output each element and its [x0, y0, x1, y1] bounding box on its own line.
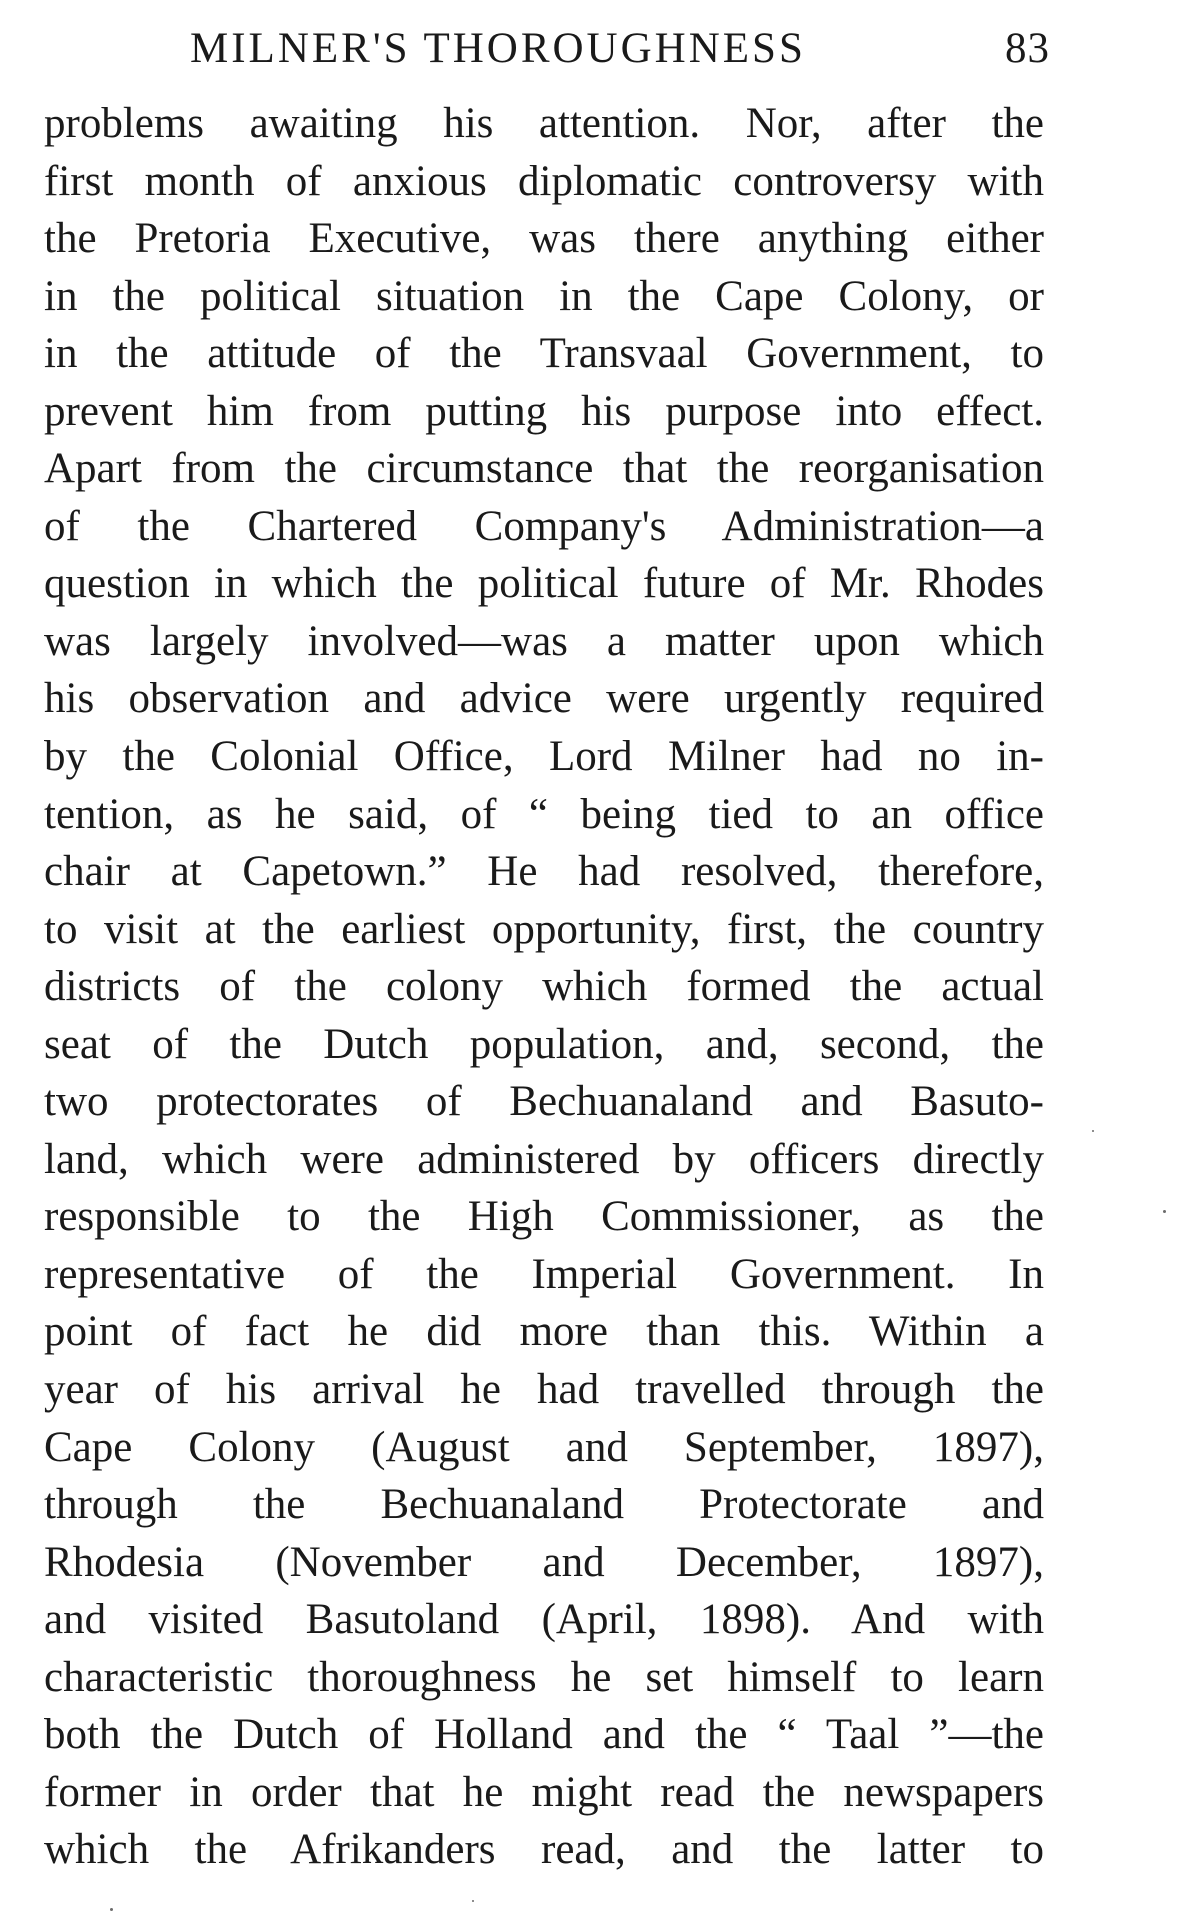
text-line: point of fact he did more than this. Within a [44, 1308, 1044, 1356]
text-line: and visited Basutoland (April, 1898). And with [44, 1596, 1044, 1644]
text-line: characteristic thoroughness he set himself to learn [44, 1653, 1044, 1701]
text-line: Rhodesia (November and December, 1897), [44, 1538, 1044, 1586]
text-line: in the political situation in the Cape Colony, or [44, 272, 1044, 320]
text-line: districts of the colony which formed the actual [44, 963, 1044, 1011]
text-line: prevent him from putting his purpose into effect. [44, 387, 1044, 435]
text-line: both the Dutch of Holland and the “ Taal ”—the [44, 1711, 1044, 1759]
text-line: year of his arrival he had travelled through the [44, 1366, 1044, 1414]
running-title: MILNER'S THOROUGHNESS [190, 25, 806, 72]
text-line: which the Afrikanders read, and the latter to [44, 1826, 1044, 1874]
text-line: his observation and advice were urgently required [44, 675, 1044, 723]
text-line: the Pretoria Executive, was there anything either [44, 215, 1044, 263]
text-line: Cape Colony (August and September, 1897), [44, 1423, 1044, 1471]
text-line: problems awaiting his attention. Nor, after the [44, 100, 1044, 147]
running-head [190, 24, 1050, 84]
text-line: responsible to the High Commissioner, as the [44, 1193, 1044, 1241]
page-number: 83 [1005, 25, 1050, 72]
text-line: chair at Capetown.” He had resolved, therefore, [44, 848, 1044, 896]
scan-speck [1163, 1210, 1166, 1213]
text-line: representative of the Imperial Government. In [44, 1250, 1044, 1298]
text-line: former in order that he might read the newspapers [44, 1768, 1044, 1816]
text-line: first month of anxious diplomatic controversy with [44, 157, 1044, 205]
text-line: to visit at the earliest opportunity, first, the country [44, 905, 1044, 953]
scan-speck [472, 1900, 474, 1902]
text-line: in the attitude of the Transvaal Government, to [44, 330, 1044, 378]
text-line: of the Chartered Company's Administration—a [44, 502, 1044, 550]
text-line: tention, as he said, of “ being tied to an office [44, 790, 1044, 838]
text-line: was largely involved—was a matter upon which [44, 617, 1044, 665]
scan-speck [110, 1908, 113, 1911]
scan-speck [1092, 1130, 1094, 1132]
body-text [44, 95, 1044, 1879]
text-line: question in which the political future of Mr. Rhodes [44, 560, 1044, 608]
text-line: land, which were administered by officers directly [44, 1135, 1044, 1183]
text-line: two protectorates of Bechuanaland and Basuto- [44, 1078, 1044, 1126]
text-line: by the Colonial Office, Lord Milner had no in- [44, 733, 1044, 781]
text-line: seat of the Dutch population, and, second, the [44, 1020, 1044, 1068]
text-line: Apart from the circumstance that the reorganisation [44, 445, 1044, 493]
text-line: through the Bechuanaland Protectorate and [44, 1481, 1044, 1529]
